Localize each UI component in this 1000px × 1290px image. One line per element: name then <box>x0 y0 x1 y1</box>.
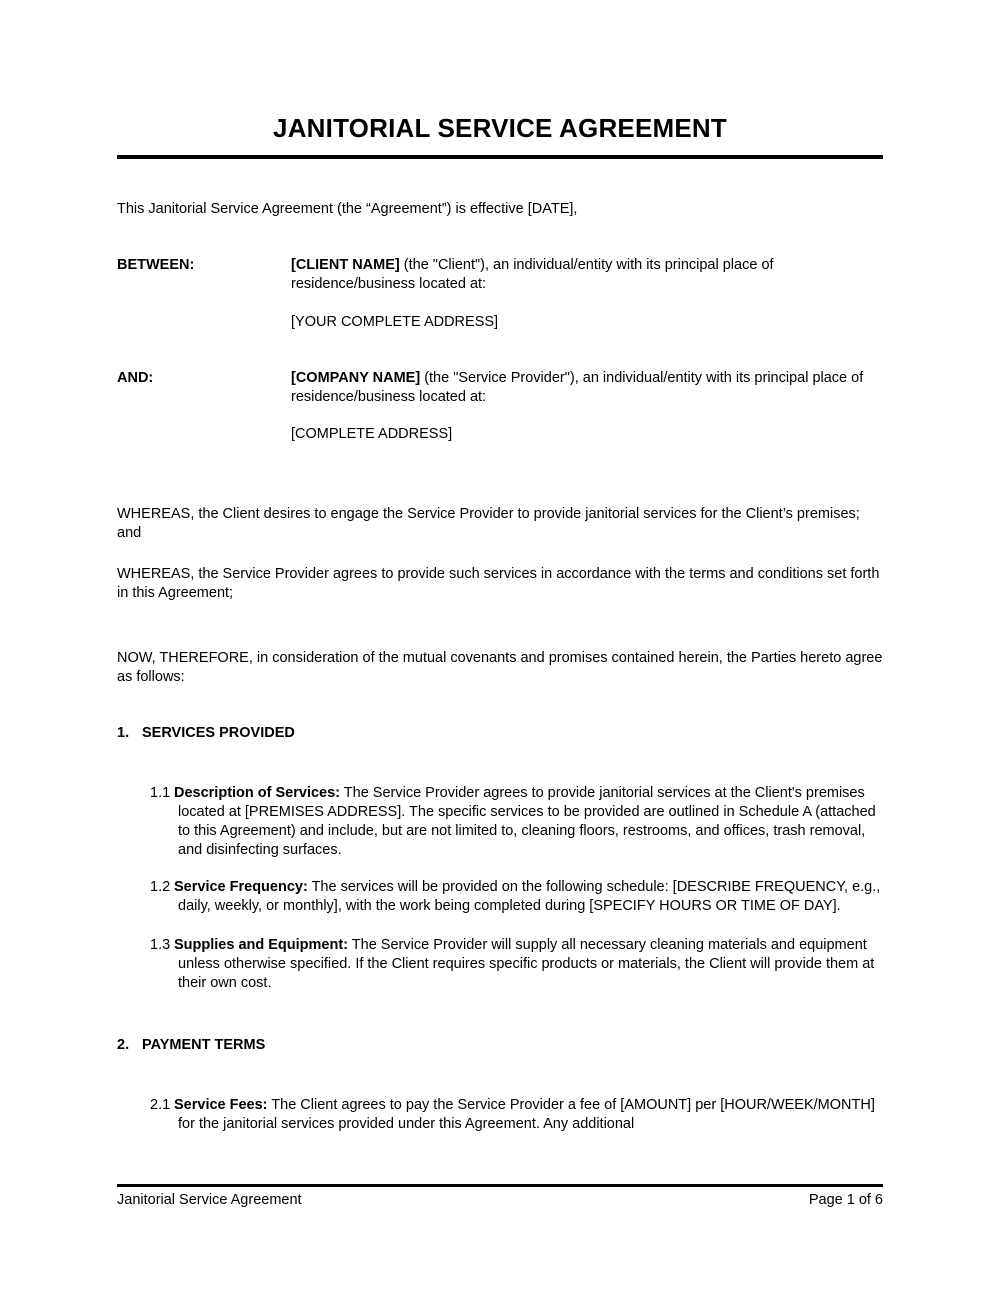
party-and-row <box>117 369 883 407</box>
section-title: SERVICES PROVIDED <box>142 725 295 741</box>
party-between-text <box>291 256 881 294</box>
clause-label: Service Frequency: <box>174 879 308 895</box>
footer-row <box>117 1191 883 1210</box>
company-address-placeholder: [COMPLETE ADDRESS] <box>291 426 453 442</box>
clause-number: 1.1 <box>150 785 171 801</box>
clause-number: 1.2 <box>150 879 171 895</box>
recital-whereas-2: WHEREAS, the Service Provider agrees to provide such services in accordance with the terms and conditions set forth in this Agreement; <box>117 566 880 601</box>
section-heading-services-provided <box>117 724 883 743</box>
party-and-description: (the "Service Provider"), an individual/entity with its principal place of residence/business located at: <box>291 370 864 405</box>
clause-number: 1.3 <box>150 937 171 953</box>
footer-page-number: Page 1 of 6 <box>808 1192 883 1208</box>
clause-text: The Service Provider will supply all necessary cleaning materials and equipment unless otherwise specified. If the Client requires specific products or materials, the Client will provide them at their own cost. <box>178 937 875 991</box>
recital-now-therefore: NOW, THEREFORE, in consideration of the mutual covenants and promises contained herein, the Parties hereto agree as follows: <box>117 650 883 685</box>
intro-paragraph: This Janitorial Service Agreement (the “Agreement”) is effective [DATE], <box>117 201 578 217</box>
clause-text: The Service Provider agrees to provide janitorial services at the Client's premises located at [PREMISES ADDRESS]. The specific services to be provided are outlined in Schedule A (attached to this Agreement) and include, but are not limited to, cleaning floors, restrooms, and offices, trash removal, and disinfecting surfaces. <box>178 785 876 858</box>
clause-text: The Client agrees to pay the Service Provider a fee of [AMOUNT] per [HOUR/WEEK/MONTH] for the janitorial services provided under this Agreement. Any additional <box>178 1097 875 1132</box>
clause-label: Service Fees: <box>174 1097 268 1113</box>
clause-label: Supplies and Equipment: <box>174 937 349 953</box>
party-between-description: (the "Client"), an individual/entity with its principal place of residence/business located at: <box>291 257 774 292</box>
footer-divider <box>117 1184 883 1187</box>
clause-service-frequency <box>117 878 883 916</box>
client-address-placeholder: [YOUR COMPLETE ADDRESS] <box>291 314 499 330</box>
footer-document-title: Janitorial Service Agreement <box>117 1192 302 1208</box>
title-divider <box>117 155 883 159</box>
party-between-row <box>117 256 883 294</box>
section-number: 1. <box>117 725 130 741</box>
clause-number: 2.1 <box>150 1097 171 1113</box>
company-name-placeholder: [COMPANY NAME] <box>291 370 421 386</box>
clause-text: The services will be provided on the following schedule: [DESCRIBE FREQUENCY, e.g., daily, weekly, or monthly], with the work being completed during [SPECIFY HOURS OR TIME OF DAY]. <box>178 879 881 914</box>
client-name-placeholder: [CLIENT NAME] <box>291 257 400 273</box>
page-footer <box>117 1184 883 1210</box>
clause-service-fees <box>117 1096 883 1134</box>
section-number: 2. <box>117 1037 130 1053</box>
clause-description-of-services <box>117 784 883 860</box>
section-heading-payment-terms <box>117 1036 883 1055</box>
clause-label: Description of Services: <box>174 785 340 801</box>
party-label-between: BETWEEN: <box>117 257 195 273</box>
party-label-and: AND: <box>117 370 154 386</box>
recital-whereas-1: WHEREAS, the Client desires to engage the Service Provider to provide janitorial services for the Client’s premises; and <box>117 506 860 541</box>
party-and-text <box>291 369 881 407</box>
clause-supplies-and-equipment <box>117 936 883 993</box>
section-title: PAYMENT TERMS <box>142 1037 266 1053</box>
page-title: JANITORIAL SERVICE AGREEMENT <box>273 113 727 143</box>
